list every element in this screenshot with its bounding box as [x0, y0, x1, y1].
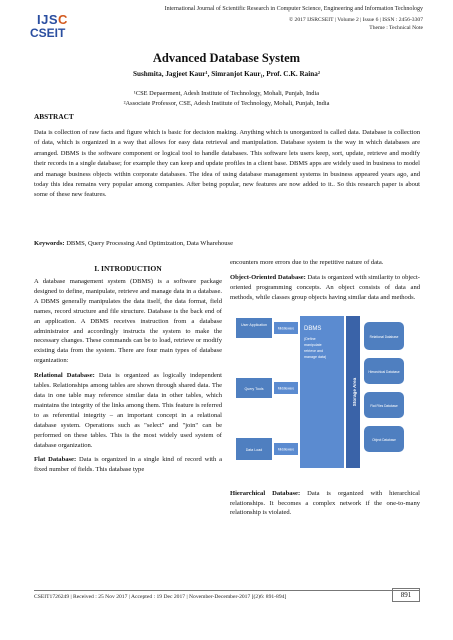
oo-text: Data is organized with similarity to object-oriented programming concepts. An object consists of data and methods, while classes group objects having similar data and methods.	[230, 273, 420, 301]
intro-paragraph: A database management system (DBMS) is a software package designed to define, manipulate, retrieve and manage data in a database. A DBMS generally manipulates the data itself, the data format, field names, record structure and file structure. Database is the back end of an application. A DBMS receives instruction from a database administrator and accordingly instructs the system to make the necessary changes. These commands can be to load, retrieve or modify existing data from the system. There are four main types of database organization:	[34, 278, 222, 365]
object-db-label: Object Database	[372, 437, 396, 442]
relational-db-label: Relational Database	[369, 334, 399, 339]
logo-subtext: CSEIT	[30, 26, 66, 40]
relational-term: Relational Database:	[34, 372, 95, 380]
dbms-line-1: (Define	[304, 336, 316, 341]
footer-citation: CSEIT1726249 | Received : 25 Nov 2017 | Accepted : 19 Dec 2017 | November-December-2017 [(2)6: 891-894]	[34, 594, 287, 600]
dbms-title: DBMS	[304, 325, 322, 332]
middleware-label-3: Middleware	[277, 447, 295, 452]
keywords-text: DBMS, Query Processing And Optimization, Data Wharehouse	[64, 240, 233, 247]
hierarchical-paragraph	[230, 489, 420, 519]
section-heading: I. INTRODUCTION	[94, 264, 162, 273]
page-number: 891	[392, 588, 420, 602]
keywords	[34, 240, 420, 247]
flat-continued: encounters more errors due to the repetitive nature of data.	[230, 259, 384, 266]
journal-name: International Journal of Scientific Research in Computer Science, Engineering and Information Technology	[164, 6, 423, 12]
hierarchical-term: Hierarchical Database:	[230, 489, 301, 497]
paper-title: Advanced Database System	[152, 51, 301, 65]
user-application-box	[236, 318, 272, 338]
flat-files-db-label: Flat Files Database	[370, 403, 398, 408]
keywords-label: Keywords:	[34, 240, 65, 247]
abstract-heading: ABSTRACT	[34, 112, 74, 121]
affiliation-1: ¹CSE Depaerment, Adesh Institute of Technology, Mohali, Punjab, India	[133, 90, 320, 97]
logo-accent: C	[58, 12, 68, 27]
volume-info: © 2017 IJSRCSEIT | Volume 2 | Issue 6 | ISSN : 2456-3307	[288, 17, 423, 23]
flat-paragraph	[34, 455, 222, 475]
hierarchical-text: Data is organized with hierarchical relationships. It becomes a complex network if the one-to-many relationship is violated.	[230, 489, 420, 517]
query-tools-label: Query Tools	[244, 386, 264, 391]
middleware-label-1: Middleware	[277, 326, 295, 331]
dbms-architecture-figure	[234, 308, 406, 483]
abstract-text: Data is collection of raw facts and figure which is basic for decision making. Anything which is unorganized is called data. Database is collection of data, which is organized in a way that allows for easy data retrieval and manipulation. Database system is the way in which databases are arranged. DBMS is the software component or logical tool to handle databases. This software lets users keep, sort, update, retrieve and modify their records in a single database; for example they can keep and update profiles in a client base. DBMS apps are widely used in business to model and manage business objects within corporate databases. The idea of using database management systems in business appeared years ago, and today this idea remains very popular among companies. After being popular, new features are now added to it.. So this research paper is about some of these new features.	[34, 129, 420, 199]
flat-text: Data is organized in a single kind of record with a fixed number of fields. This database type	[34, 456, 222, 474]
journal-logo	[37, 12, 68, 27]
author-list: Sushmita, Jagjeet Kaur¹, Simranjot Kaur₁, Prof. C.K. Raina²	[132, 70, 320, 78]
affiliation-2: ²Associate Professor, CSE, Adesh Institute of Technology, Mohali, Punjab, India	[123, 100, 330, 107]
dbms-line-3: retrieve and	[304, 348, 323, 353]
oo-term: Object-Oriented Database:	[230, 273, 306, 281]
dbms-line-2: manipulate	[304, 342, 322, 347]
storage-area-label: Storage Area	[352, 377, 357, 406]
flat-term: Flat Database:	[34, 456, 77, 464]
relational-text: Data is organized as logically independent tables. Relationships among tables are shown through shared data. The data in one table may reference similar data in other tables, which maintains the integrity of the links among them. This feature is referred to as referential integrity – an important concept in a relational database system. Operations such as "select" and "join" can be performed on these tables. This is the most widely used system of database organization.	[34, 372, 222, 449]
right-column	[230, 258, 420, 523]
oo-paragraph	[230, 273, 420, 303]
data-load-label: Data Load	[245, 447, 263, 452]
footer-divider	[34, 590, 420, 591]
middleware-label-2: Middleware	[277, 386, 295, 391]
user-application-label: User Application	[241, 322, 267, 327]
dbms-line-4: manage data)	[304, 354, 327, 359]
logo-text: IJS	[37, 12, 59, 27]
hierarchical-db-label: Hierarchical Database	[368, 369, 400, 374]
relational-paragraph	[34, 371, 222, 450]
theme-info: Theme : Technical Note	[369, 25, 423, 31]
left-column	[34, 258, 222, 480]
